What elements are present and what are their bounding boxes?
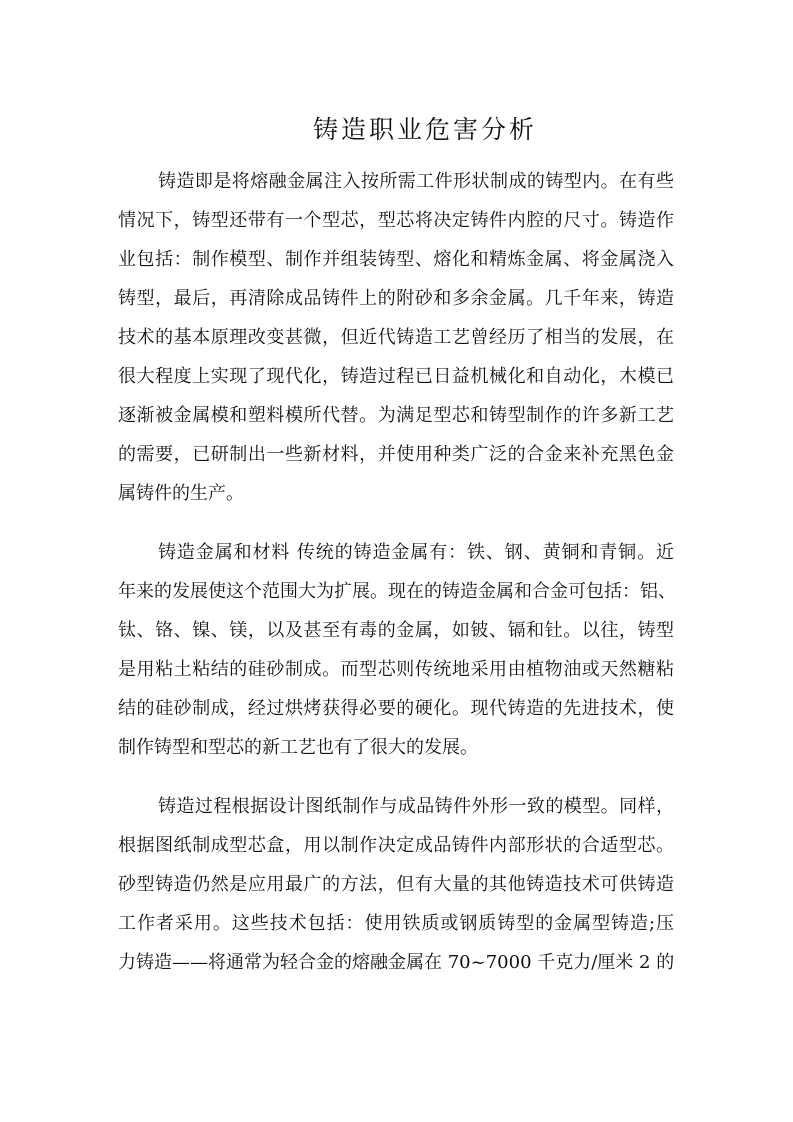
text-line: 铸型，最后，再清除成品铸件上的附砂和多余金属。几千年来，铸造 bbox=[118, 288, 674, 309]
text-line: 根据图纸制成型芯盒，用以制作决定成品铸件内部形状的合适型芯。 bbox=[118, 835, 674, 856]
text-line: 逐渐被金属模和塑料模所代替。为满足型芯和铸型制作的许多新工艺 bbox=[118, 405, 674, 426]
text-line: 铸造即是将熔融金属注入按所需工件形状制成的铸型内。在有些 bbox=[158, 171, 674, 192]
text-line: 很大程度上实现了现代化，铸造过程已日益机械化和自动化，木模已 bbox=[118, 366, 674, 387]
text-line: 力铸造——将通常为轻合金的熔融金属在 70~7000 千克力/厘米 2 的 bbox=[118, 952, 675, 973]
text-line: 业包括：制作模型、制作并组装铸型、熔化和精炼金属、将金属浇入 bbox=[118, 249, 674, 270]
text-line: 技术的基本原理改变甚微，但近代铸造工艺曾经历了相当的发展，在 bbox=[118, 327, 674, 348]
text-line: 是用粘土粘结的硅砂制成。而型芯则传统地采用由植物油或天然糖粘 bbox=[118, 659, 674, 680]
paragraph-metals-materials bbox=[118, 533, 674, 767]
text-line: 年来的发展使这个范围大为扩展。现在的铸造金属和合金可包括：铝、 bbox=[118, 581, 676, 602]
document-title: 铸造职业危害分析 bbox=[312, 115, 537, 144]
text-line: 属铸件的生产。 bbox=[118, 483, 244, 504]
paragraph-casting-process bbox=[118, 787, 674, 982]
paragraph-intro bbox=[118, 162, 674, 513]
text-line: 结的硅砂制成，经过烘烤获得必要的硬化。现代铸造的先进技术，使 bbox=[118, 698, 674, 719]
text-line: 情况下，铸型还带有一个型芯，型芯将决定铸件内腔的尺寸。铸造作 bbox=[118, 210, 674, 231]
text-line: 的需要，已研制出一些新材料，并使用种类广泛的合金来补充黑色金 bbox=[118, 444, 674, 465]
text-line: 制作铸型和型芯的新工艺也有了很大的发展。 bbox=[118, 737, 478, 758]
text-line: 砂型铸造仍然是应用最广的方法，但有大量的其他铸造技术可供铸造 bbox=[118, 874, 674, 895]
text-line: 铸造金属和材料 传统的铸造金属有：铁、钢、黄铜和青铜。近 bbox=[158, 542, 674, 563]
text-line: 工作者采用。这些技术包括：使用铁质或钢质铸型的金属型铸造;压 bbox=[118, 913, 674, 934]
text-line: 钛、铬、镍、镁，以及甚至有毒的金属，如铍、镉和钍。以往，铸型 bbox=[118, 620, 674, 641]
text-line: 铸造过程根据设计图纸制作与成品铸件外形一致的模型。同样， bbox=[158, 796, 674, 817]
